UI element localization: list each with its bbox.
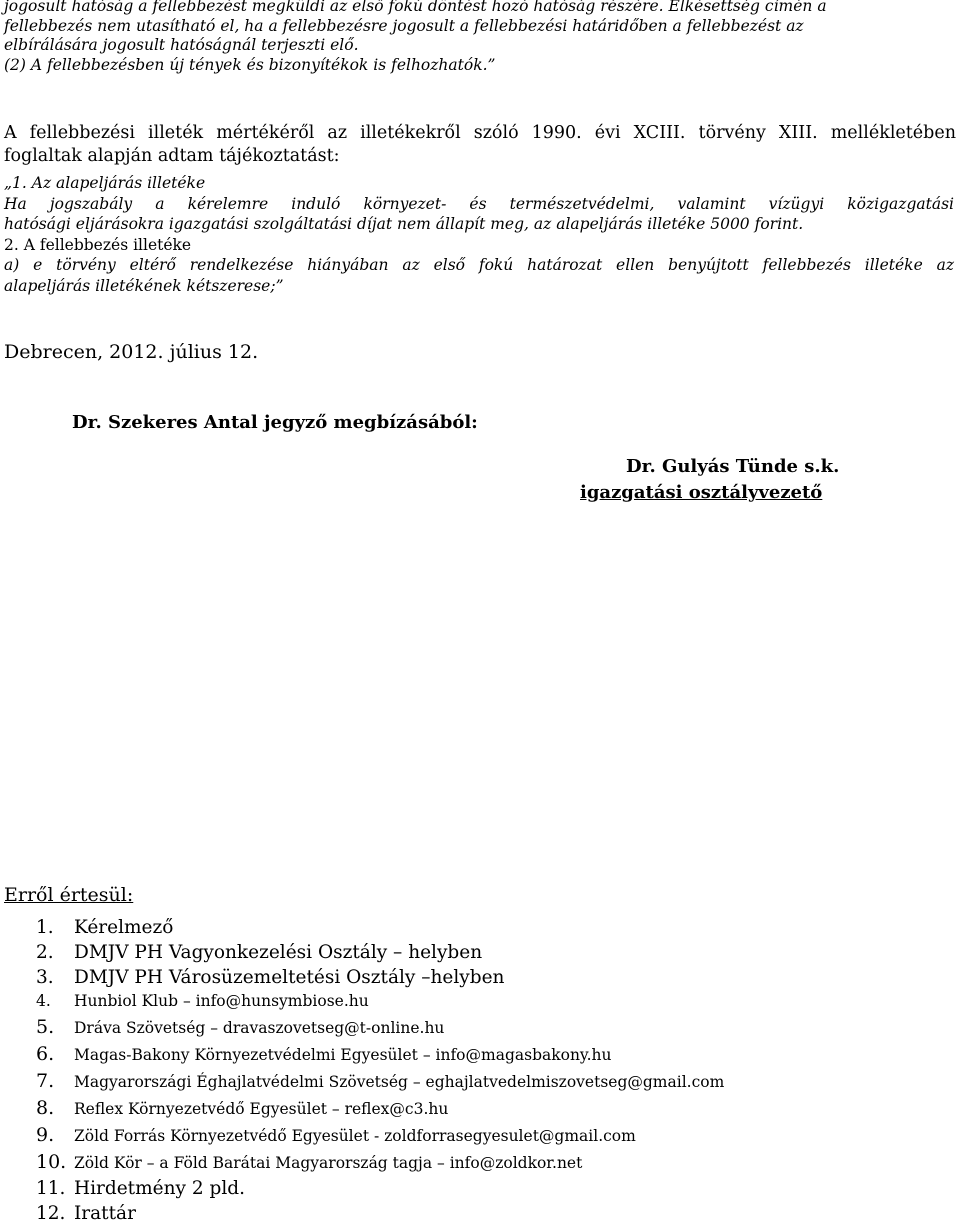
item-number: 6. — [36, 1043, 55, 1065]
fee-info-statement — [4, 122, 956, 168]
quoted-paragraph-line: hatósági eljárásokra igazgatási szolgáltatási díjat nem állapít meg, az alapeljárás illetéke 5000 forint. — [4, 215, 804, 234]
quoted-paragraph-line: a) e törvény eltérő rendelkezése hiányában az első fokú határozat ellen benyújtott fellebbezés illetéke az — [4, 256, 954, 275]
item-number: 3. — [36, 967, 54, 988]
list-item — [36, 1122, 724, 1149]
quoted-heading-2-text: 2. A fellebbezés illetéke — [4, 235, 192, 254]
legal-excerpt-line: fellebbezés nem utasítható el, ha a fellebbezésre jogosult a fellebbezési határidőben a fellebbezést az — [4, 16, 804, 35]
list-item — [36, 965, 724, 990]
recipient-list — [36, 915, 724, 1226]
item-text: Dráva Szövetség – dravaszovetseg@t-online.hu — [74, 1019, 445, 1037]
item-text: Hirdetmény 2 pld. — [74, 1178, 245, 1199]
item-text: Magyarországi Éghajlatvédelmi Szövetség – eghajlatvedelmiszovetseg@gmail.com — [74, 1073, 725, 1091]
signatory-title: igazgatási osztályvezető — [580, 482, 823, 503]
item-text: DMJV PH Városüzemeltetési Osztály –helyben — [74, 967, 505, 988]
item-number: 10. — [36, 1151, 67, 1173]
list-item — [36, 1041, 724, 1068]
document-date: Debrecen, 2012. július 12. — [4, 341, 259, 363]
item-number: 8. — [36, 1097, 55, 1119]
item-number: 2. — [36, 942, 54, 963]
list-item — [36, 1014, 724, 1041]
fee-info-line: foglaltak alapján adtam tájékoztatást: — [4, 146, 340, 166]
item-text: Irattár — [74, 1203, 136, 1224]
list-item — [36, 1176, 724, 1201]
item-text: Reflex Környezetvédő Egyesület – reflex@c3.hu — [74, 1100, 449, 1118]
on-behalf-of: Dr. Szekeres Antal jegyző megbízásából: — [72, 412, 478, 433]
list-item — [36, 1201, 724, 1226]
legal-excerpt-line: elbírálására jogosult hatóságnál terjeszti elő. — [4, 36, 359, 55]
item-text: Zöld Forrás Környezetvédő Egyesület - zoldforrasegyesulet@gmail.com — [74, 1127, 636, 1145]
list-item — [36, 1068, 724, 1095]
quoted-paragraph-line: alapeljárás illetékének kétszerese;” — [4, 276, 284, 295]
item-text: Kérelmező — [74, 917, 174, 938]
quoted-heading-1: „1. Az alapeljárás illetéke — [4, 174, 206, 192]
legal-excerpt-line: (2) A fellebbezésben új tények és bizonyítékok is felhozhatók.” — [4, 55, 496, 74]
item-number: 7. — [36, 1070, 55, 1092]
item-number: 5. — [36, 1016, 55, 1038]
legal-excerpt — [4, 0, 954, 75]
quoted-heading-2 — [4, 235, 954, 256]
fee-info-line: A fellebbezési illeték mértékéről az illetékekről szóló 1990. évi XCIII. törvény XIII. mellékletében — [4, 123, 956, 143]
item-number: 4. — [36, 992, 51, 1010]
quoted-paragraph-line: Ha jogszabály a kérelemre induló környezet- és természetvédelmi, valamint vízügyi közigazgatási — [4, 194, 954, 213]
list-item — [36, 915, 724, 940]
item-number: 1. — [36, 917, 54, 938]
item-number: 11. — [36, 1178, 66, 1199]
item-text: Hunbiol Klub – info@hunsymbiose.hu — [74, 992, 369, 1010]
list-item — [36, 990, 724, 1014]
legal-excerpt-line: jogosult hatóság a fellebbezést megküldi az első fokú döntést hozó hatóság részére. Elkésettség címén a — [4, 0, 827, 15]
list-item — [36, 940, 724, 965]
list-item — [36, 1149, 724, 1176]
item-number: 12. — [36, 1203, 66, 1224]
item-text: Zöld Kör – a Föld Barátai Magyarország tagja – info@zoldkor.net — [74, 1154, 583, 1172]
item-text: Magas-Bakony Környezetvédelmi Egyesület – info@magasbakony.hu — [74, 1046, 612, 1064]
quoted-law — [4, 173, 954, 297]
notification-title: Erről értesül: — [4, 884, 134, 906]
item-text: DMJV PH Vagyonkezelési Osztály – helyben — [74, 942, 483, 963]
list-item — [36, 1095, 724, 1122]
item-number: 9. — [36, 1124, 55, 1146]
signatory-name: Dr. Gulyás Tünde s.k. — [626, 456, 840, 477]
